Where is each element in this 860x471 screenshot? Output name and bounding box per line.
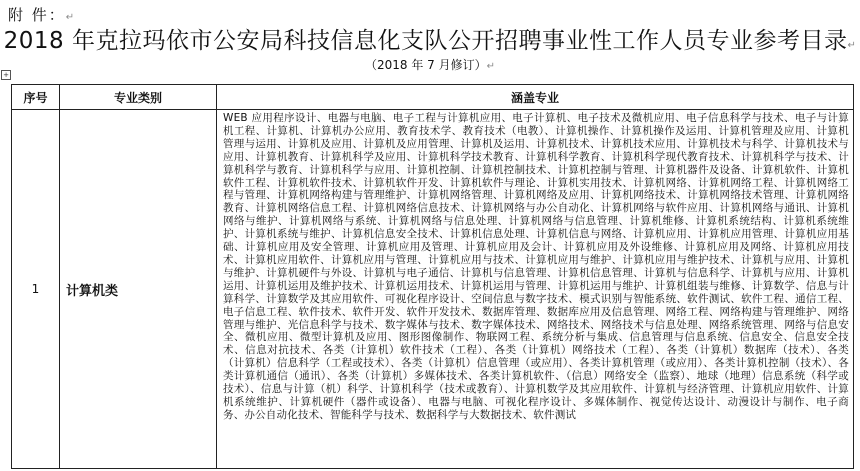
major-catalog-table bbox=[11, 84, 854, 469]
document-subtitle: （2018 年 7 月修订）↵ bbox=[364, 58, 495, 72]
table-header-row bbox=[12, 85, 854, 110]
paragraph-mark: ↵ bbox=[65, 12, 77, 23]
paragraph-mark: ↵ bbox=[847, 40, 857, 51]
document-title: 2018 年克拉玛依市公安局科技信息化支队公开招聘事业性工作人员专业参考目录↵ bbox=[3, 28, 857, 54]
header-covered-majors: 涵盖专业 bbox=[217, 85, 854, 110]
paragraph-mark: ↵ bbox=[486, 61, 495, 72]
row-category: 计算机类 bbox=[60, 110, 217, 469]
header-index: 序号 bbox=[12, 85, 60, 110]
table-move-handle-icon[interactable]: + bbox=[1, 70, 11, 80]
row-covered-majors: WEB 应用程序设计、电器与电脑、电子工程与计算机应用、电子计算机、电子技术及微机应用、电子信息科学与技术、电子与计算机工程、计算机、计算机办公应用、教育技术学、教育技术（电教）、计算机操作、计算机操作及运用、计算机管理及应用、计算机管理与运用、计算机及应用、计算机及应用管理、计算机及运用、计算机技术、计算机技术应用、计算机技术与科学、计算机技术与应用、计算机教育、计算机科学及应用、计算机科学技术教育、计算机科学教育、计算机科学现代教育技术、计算机科学与技术、计算机科学与教育、计算机科学与应用、计算机控制、计算机控制技术、计算机控制与管理、计算机器件及设备、计算机软件、计算机软件工程、计算机软件技术、计算机软件开发、计算机软件与理论、计算机实用技术、计算机网络、计算机网络工程、计算机网络工程与管理、计算机网络构建与管理维护、计算机网络管理、计算机网络及应用、计算机网络技术、计算机网络技术管理、计算机网络教育、计算机网络信息工程、计算机网络信息技术、计算机网络与办公自动化、计算机网络与软件应用、计算机网络与通讯、计算机网络与维护、计算机网络与系统、计算机网络与信息处理、计算机网络与信息管理、计算机维修、计算机系统结构、计算机系统维护、计算机系统与维护、计算机信息安全技术、计算机信息处理、计算机信息与网络、计算机应用、计算机应用管理、计算机应用基础、计算机应用及安全管理、计算机应用及管理、计算机应用及会计、计算机应用及外设维修、计算机应用及网络、计算机应用技术、计算机应用软件、计算机应用与管理、计算机应用与技术、计算机应用与维护、计算机应用与维护技术、计算机与应用、计算机与维护、计算机硬件与外设、计算机与电子通信、计算机与信息管理、计算机信息管理、计算机与信息科学、计算机与应用、计算机运用、计算机运用及维护技术、计算机运用技术、计算机运用与管理、计算机运用与维护、计算机组装与维修、计算数学、信息与计算科学、计算数学及其应用软件、可视化程序设计、空间信息与数字技术、模式识别与智能系统、软件测试、软件工程、通信工程、电子信息工程、软件技术、软件开发、软件开发技术、数据库管理、数据库应用及信息管理、网络工程、网络构建与管理维护、网络管理与维护、光信息科学与技术、数字媒体与技术、数字媒体技术、网络技术、网络技术与信息处理、网络系统管理、网络与信息安全、微机应用、微型计算机及应用、图形图像制作、物联网工程、系统分析与集成、信息管理与信息系统、信息安全、信息安全技术、信息对抗技术、各类（计算机）软件技术（工程）、各类（计算机）网络技术（工程）、各类（计算机）数据库（技术）、各类（计算机）信息科学（工程或技术）、各类（计算机）信息管理（或应用）、各类计算机管理（或应用）、各类计算机控制（技术）、各类计算机通信（通讯）、各类（计算机）多媒体技术、各类计算机软件、（信息）网络安全（监察）、地球（地理）信息系统（科学或技术）、信息与计算（机）科学、计算机科学（技术或教育）、计算机数学及其应用软件、计算机与经济管理、计算机应用软件、计算机系统维护、计算机硬件（器件或设备）、电器与电脑、可视化程序设计、多媒体制作、视觉传达设计、动漫设计与制作、电子商务、办公自动化技术、智能科学与技术、数据科学与大数据技术、软件测试 bbox=[217, 110, 854, 469]
table-row bbox=[12, 110, 854, 469]
header-category: 专业类别 bbox=[60, 85, 217, 110]
attachment-label: 附 件：↵ bbox=[8, 6, 77, 24]
row-index: 1 bbox=[12, 110, 60, 469]
